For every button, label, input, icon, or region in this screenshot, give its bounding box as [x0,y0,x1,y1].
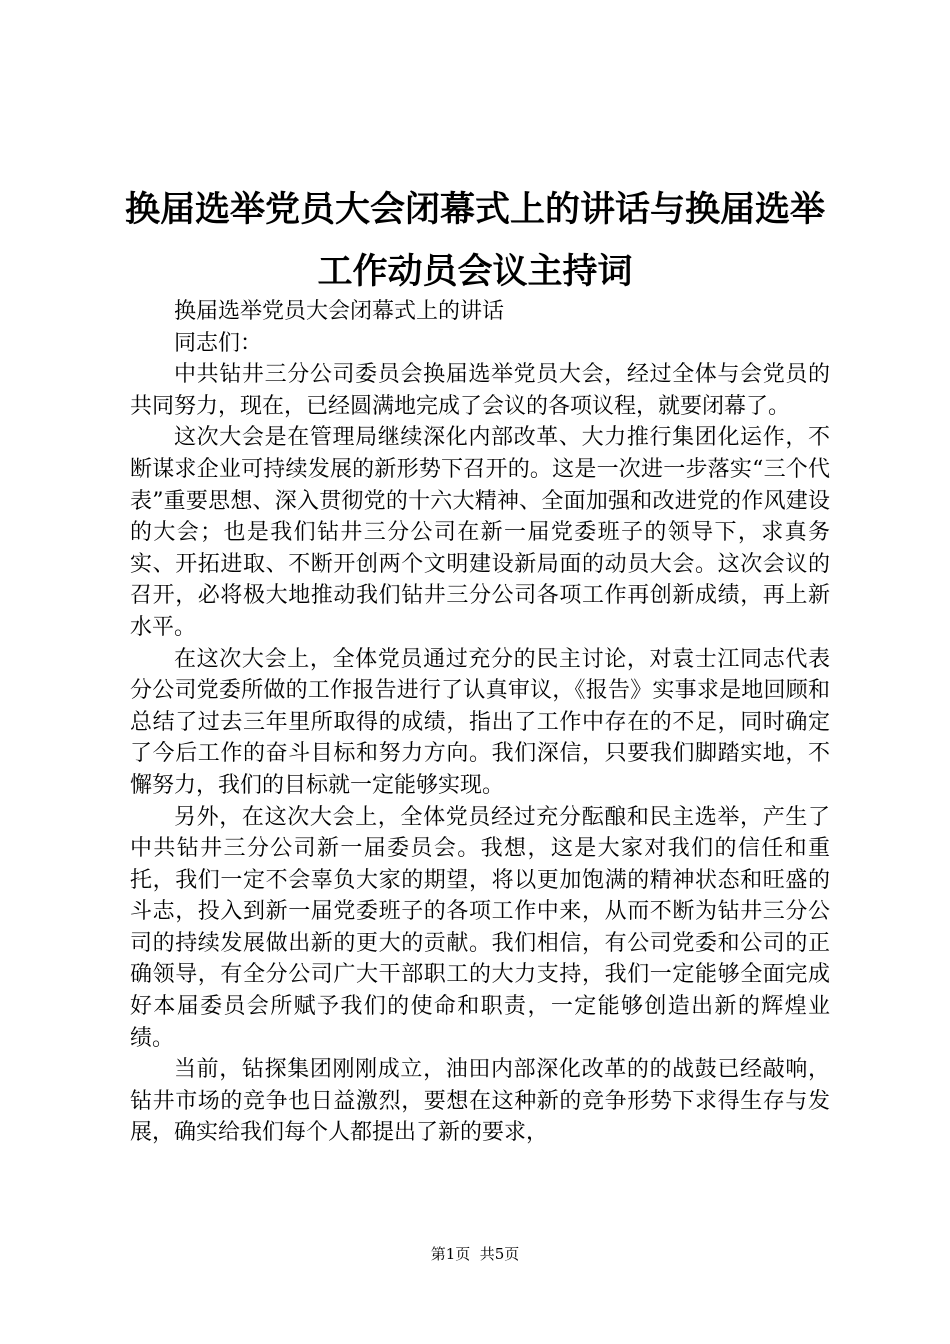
paragraph-3: 在这次大会上，全体党员通过充分的民主讨论，对袁士江同志代表分公司党委所做的工作报告进行了认真审议，《报告》实事求是地回顾和总结了过去三年里所取得的成绩，指出了工作中存在的不足，同时确定了今后工作的奋斗目标和努力方向。我们深信，只要我们脚踏实地，不懈努力，我们的目标就一定能够实现。 [130,646,830,798]
salutation: 同志们： [174,330,263,356]
paragraph-4: 另外，在这次大会上，全体党员经过充分酝酿和民主选举，产生了中共钻井三分公司新一届委员会。我想，这是大家对我们的信任和重托，我们一定不会辜负大家的期望，将以更加饱满的精神状态和旺盛的斗志，投入到新一届党委班子的各项工作中来，从而不断为钻井三分公司的持续发展做出新的更大的贡献。我们相信，有公司党委和公司的正确领导，有全分公司广大干部职工的大力支持，我们一定能够全面完成好本届委员会所赋予我们的使命和职责，一定能够创造出新的辉煌业绩。 [130,804,830,1051]
document-title-line-1: 换届选举党员大会闭幕式上的讲话与换届选举 [124,190,825,230]
page-number-footer: 第1页 共5页 [430,1245,520,1263]
paragraph-2: 这次大会是在管理局继续深化内部改革、大力推行集团化运作，不断谋求企业可持续发展的新形势下召开的。这是一次进一步落实“三个代表”重要思想、深入贯彻党的十六大精神、全面加强和改进党的作风建设的大会；也是我们钻井三分公司在新一届党委班子的领导下，求真务实、开拓进取、不断开创两个文明建设新局面的动员大会。这次会议的召开，必将极大地推动我们钻井三分公司各项工作再创新成绩，再上新水平。 [130,425,830,640]
document-body [130,296,830,1149]
paragraph-5: 当前，钻探集团刚刚成立，油田内部深化改革的的战鼓已经敲响，钻井市场的竞争也日益激烈，要想在这种新的竞争形势下求得生存与发展，确实给我们每个人都提出了新的要求， [130,1057,830,1146]
document-title-line-2: 工作动员会议主持词 [317,252,633,292]
document-subtitle: 换届选举党员大会闭幕式上的讲话 [174,299,505,324]
paragraph-1: 中共钻井三分公司委员会换届选举党员大会，经过全体与会党员的共同努力，现在，已经圆满地完成了会议的各项议程，就要闭幕了。 [130,362,830,419]
